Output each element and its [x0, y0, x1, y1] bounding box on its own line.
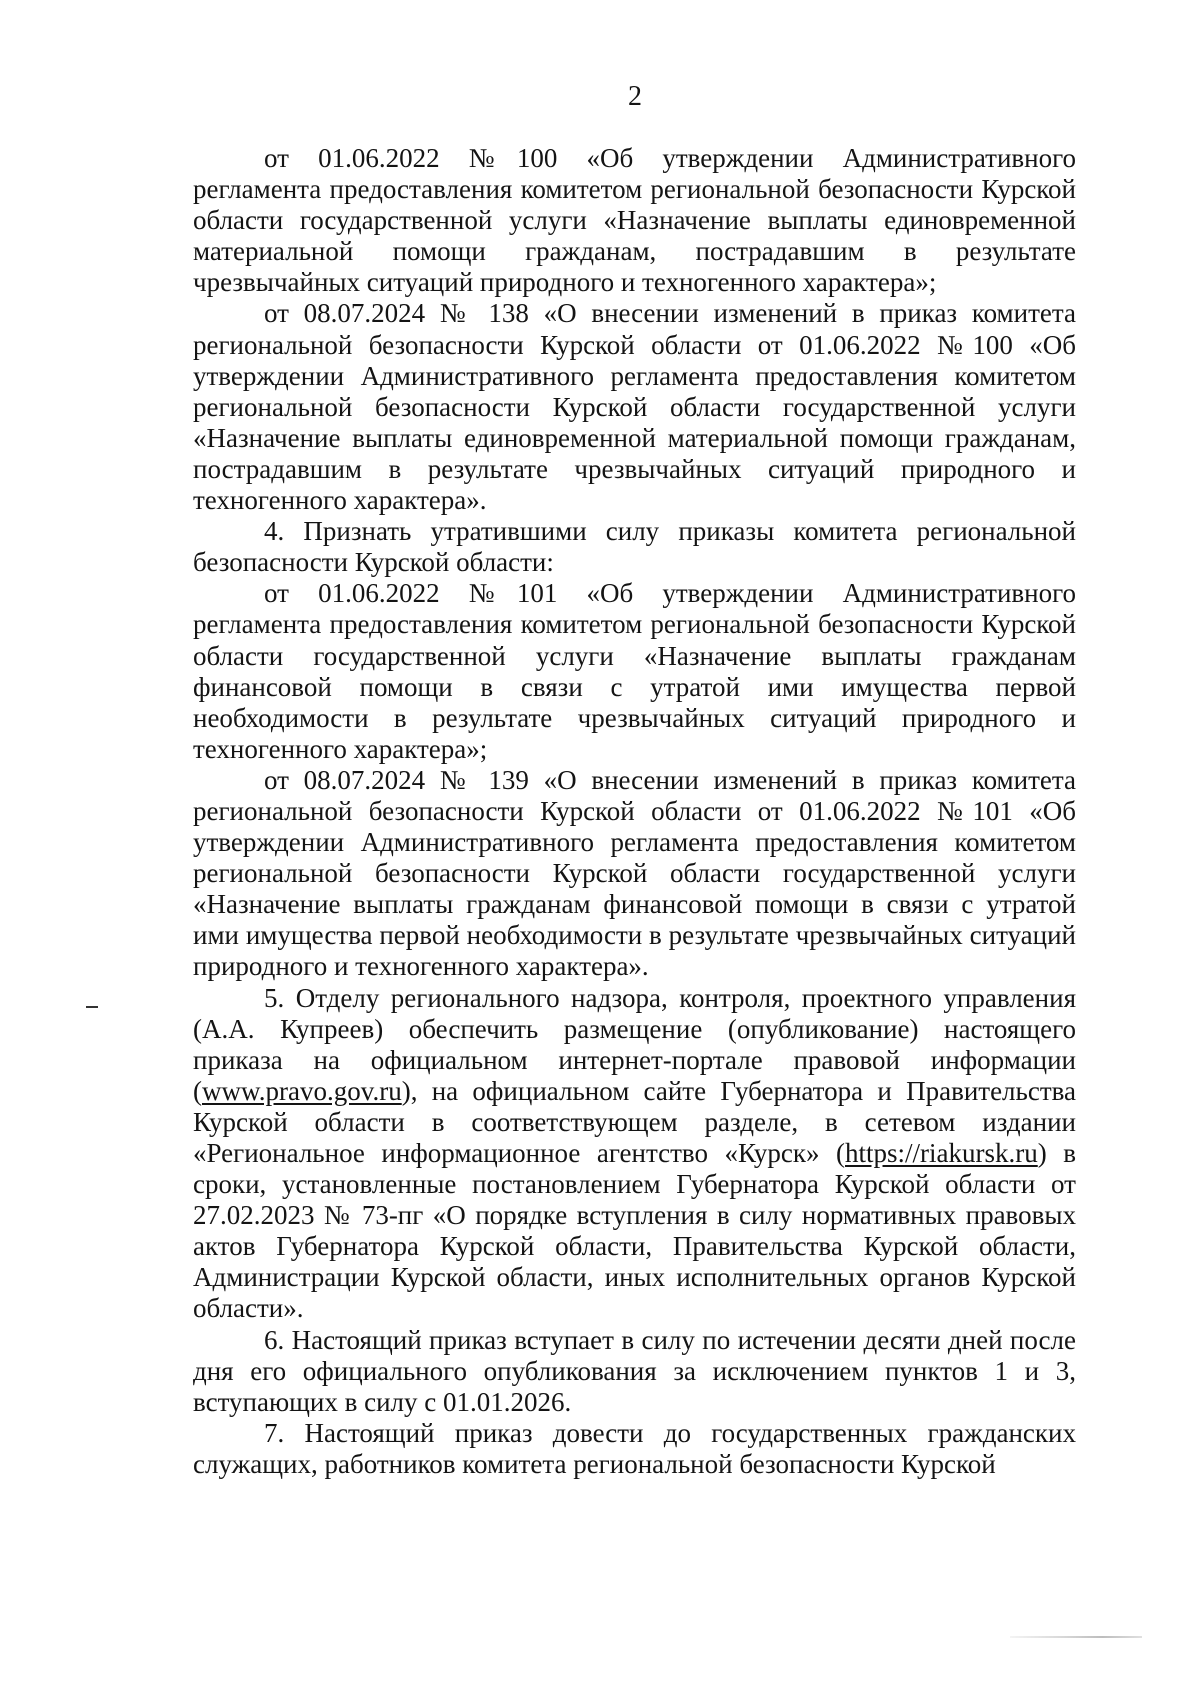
pravo-gov-link: www.pravo.gov.ru	[202, 1075, 402, 1106]
page-number: 2	[628, 81, 642, 112]
paragraph-order-101: от 01.06.2022 №101 «Об утверждении Административного регламента предоставления комитетом региональной безопасности Курской области государственной услуги «Назначение выплаты гражданам финансовой помощи в связи с утратой ими имущества первой необходимости в результате чрезвычайных ситуаций природного и техногенного характера»;	[193, 578, 1076, 764]
margin-mark	[86, 1006, 98, 1008]
paragraph-order-138: от 08.07.2024 № 138 «О внесении изменений в приказ комитета региональной безопасности Курской области от 01.06.2022 №100 «Об утверждении Административного регламента предоставления комитетом региональной безопасности Курской области государственной услуги «Назначение выплаты единовременной материальной помощи гражданам, пострадавшим в результате чрезвычайных ситуаций природного и техногенного характера».	[193, 298, 1076, 516]
paragraph-item-4: 4. Признать утратившими силу приказы комитета региональной безопасности Курской области:	[193, 516, 1076, 578]
paragraph-order-100: от 01.06.2022 №100 «Об утверждении Административного регламента предоставления комитетом региональной безопасности Курской области государственной услуги «Назначение выплаты единовременной материальной помощи гражданам, пострадавшим в результате чрезвычайных ситуаций природного и техногенного характера»;	[193, 143, 1076, 298]
paragraph-item-6: 6. Настоящий приказ вступает в силу по истечении десяти дней после дня его официального опубликования за исключением пунктов 1 и 3, вступающих в силу с 01.01.2026.	[193, 1324, 1076, 1417]
paragraph-order-139: от 08.07.2024 № 139 «О внесении изменений в приказ комитета региональной безопасности Курской области от 01.06.2022 №101 «Об утверждении Административного регламента предоставления комитетом региональной безопасности Курской области государственной услуги «Назначение выплаты гражданам финансовой помощи в связи с утратой ими имущества первой необходимости в результате чрезвычайных ситуаций природного и техногенного характера».	[193, 764, 1076, 982]
paragraph-item-5-part-c: ) в сроки, установленные постановлением Губернатора Курской области от 27.02.2023 № 73-пг «О порядке вступления в силу нормативных правовых актов Губернатора Курской области, Правительства Курской области, Администрации Курской области, иных исполнительных органов Курской области».	[193, 1138, 1076, 1324]
paragraph-item-5-part-a: 5. Отделу регионального надзора, контроля, проектного управления (А.А. Купреев) обеспечить размещение (опубликование) настоящего приказа на официальном интернет-портале правовой информации (	[193, 982, 1076, 1106]
paragraph-item-5-part-b: ), на официальном сайте Губернатора и Правительства Курской области в соответствующем разделе, в сетевом издании «Региональное информационное агентство «Курск» (	[193, 1075, 1076, 1168]
paragraph-item-7: 7. Настоящий приказ довести до государственных гражданских служащих, работников комитета региональной безопасности Курской	[193, 1417, 1076, 1479]
riakursk-link: https://riakursk.ru	[845, 1138, 1038, 1168]
scan-artifact-line	[1010, 1636, 1142, 1638]
document-body	[193, 143, 1076, 1480]
paragraph-item-5	[193, 983, 1076, 1325]
